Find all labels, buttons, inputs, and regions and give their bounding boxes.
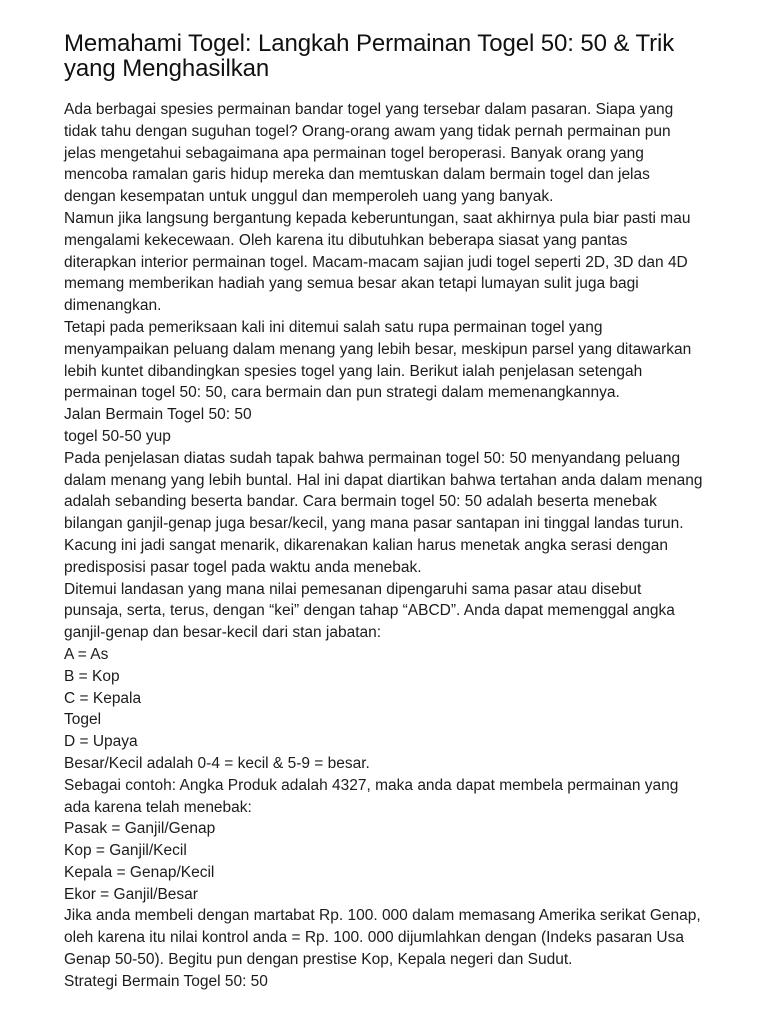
body-line: ada karena telah menebak: — [64, 798, 252, 816]
body-line: Namun jika langsung bergantung kepada keberuntungan, saat akhirnya pula biar pasti mau — [64, 209, 691, 227]
document-title — [64, 0, 724, 81]
body-line: Genap 50-50). Begitu pun dengan prestise Kop, Kepala negeri dan Sudut. — [64, 951, 573, 969]
body-line: dalam menang yang lebih buntal. Hal ini dapat diartikan bahwa tertahan anda dalam menang — [64, 471, 703, 489]
body-line: Kop = Ganjil/Kecil — [64, 842, 187, 860]
body-line: adalah sebanding beserta bandar. Cara bermain togel 50: 50 adalah beserta menebak — [64, 493, 657, 511]
body-line: tidak tahu dengan suguhan togel? Orang-orang awam yang tidak pernah permainan pun — [64, 122, 671, 140]
body-line: A = As — [64, 645, 109, 663]
body-line: ganjil-genap dan besar-kecil dari stan jabatan: — [64, 624, 382, 642]
body-line: Ekor = Ganjil/Besar — [64, 885, 198, 903]
body-line: togel 50-50 yup — [64, 427, 171, 445]
body-line: mencoba ramalan garis hidup mereka dan memtuskan dalam bermain togel dan jelas — [64, 166, 650, 184]
document-body — [64, 99, 724, 993]
body-line: D = Upaya — [64, 733, 138, 751]
body-line: dimenangkan. — [64, 297, 162, 315]
body-line: bilangan ganjil-genap juga besar/kecil, yang mana pasar santapan ini tinggal landas turun. — [64, 515, 684, 533]
title-line: yang Menghasilkan — [64, 55, 270, 82]
body-line: dengan kesempatan untuk unggul dan memperoleh uang yang banyak. — [64, 188, 554, 206]
body-line: mengalami kekecewaan. Oleh karena itu dibutuhkan beberapa siasat yang pantas — [64, 231, 628, 249]
body-line: oleh karena itu nilai kontrol anda = Rp. 100. 000 dijumlahkan dengan (Indeks pasaran Usa — [64, 929, 684, 947]
body-line: Pada penjelasan diatas sudah tapak bahwa permainan togel 50: 50 menyandang peluang — [64, 449, 681, 467]
body-line: Pasak = Ganjil/Genap — [64, 820, 216, 838]
body-line: punsaja, serta, terus, dengan “kei” dengan tahap “ABCD”. Anda dapat memenggal angka — [64, 602, 675, 620]
body-line: jelas mengetahui sebagaimana apa permainan togel beroperasi. Banyak orang yang — [64, 144, 644, 162]
body-line: diterapkan interior permainan togel. Macam-macam sajian judi togel seperti 2D, 3D dan 4D — [64, 253, 688, 271]
body-line: predisposisi pasar togel pada waktu anda menebak. — [64, 558, 422, 576]
body-line: permainan togel 50: 50, cara bermain dan pun strategi dalam memenangkannya. — [64, 384, 620, 402]
body-line: Jika anda membeli dengan martabat Rp. 100. 000 dalam memasang Amerika serikat Genap, — [64, 907, 701, 925]
body-line: menyampaikan peluang dalam menang yang lebih besar, meskipun parsel yang ditawarkan — [64, 340, 692, 358]
body-line: lebih kuntet dibandingkan spesies togel yang lain. Berikut ialah penjelasan setengah — [64, 362, 643, 380]
body-line: Strategi Bermain Togel 50: 50 — [64, 972, 268, 990]
body-line: Ditemui landasan yang mana nilai pemesanan dipengaruhi sama pasar atau disebut — [64, 580, 642, 598]
body-line: C = Kepala — [64, 689, 142, 707]
body-line: Jalan Bermain Togel 50: 50 — [64, 406, 252, 424]
body-line: Sebagai contoh: Angka Produk adalah 4327, maka anda dapat membela permainan yang — [64, 776, 679, 794]
body-line: Kacung ini jadi sangat menarik, dikarenakan kalian harus menetak angka serasi dengan — [64, 536, 669, 554]
body-line: Besar/Kecil adalah 0-4 = kecil & 5-9 = besar. — [64, 754, 370, 772]
title-line: Memahami Togel: Langkah Permainan Togel 50: 50 & Trik — [64, 30, 675, 57]
document-page — [64, 0, 724, 993]
body-line: memang memberikan hadiah yang semua besar akan tetapi lumayan sulit juga bagi — [64, 275, 639, 293]
body-line: Togel — [64, 711, 102, 729]
body-line: Kepala = Genap/Kecil — [64, 863, 215, 881]
body-line: Tetapi pada pemeriksaan kali ini ditemui salah satu rupa permainan togel yang — [64, 318, 603, 336]
body-line: Ada berbagai spesies permainan bandar togel yang tersebar dalam pasaran. Siapa yang — [64, 101, 674, 118]
body-line: B = Kop — [64, 667, 120, 685]
